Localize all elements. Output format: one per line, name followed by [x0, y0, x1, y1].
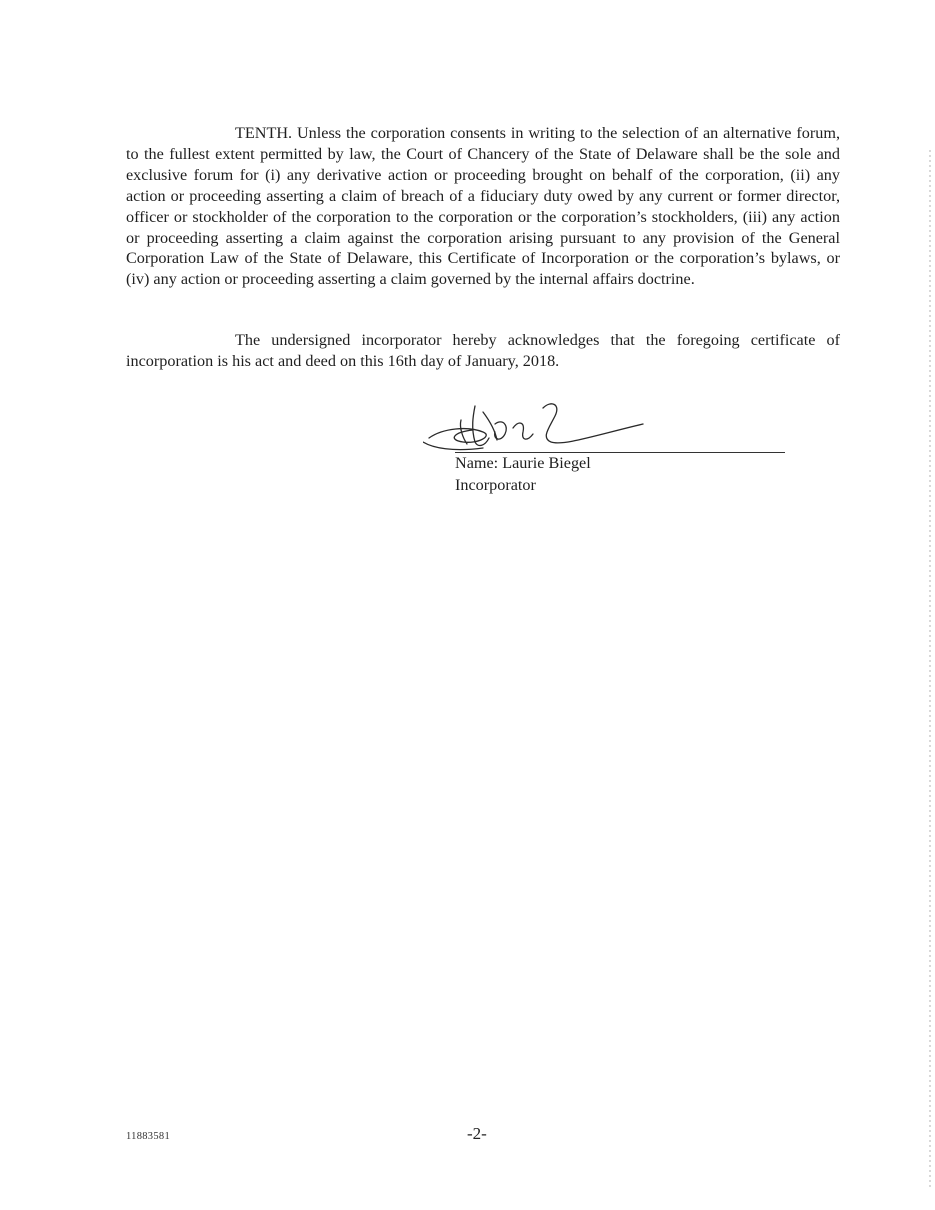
signatory-title: Incorporator [455, 476, 536, 494]
paragraph-tenth [126, 123, 840, 290]
paragraph-acknowledgment [126, 330, 840, 372]
document-id: 11883581 [126, 1131, 171, 1142]
paragraph-acknowledgment-text: The undersigned incorporator hereby acknowledges that the foregoing certificate of incorporation is his act and deed on this 16th day of January, 2018. [126, 331, 840, 370]
page-number: -2- [467, 1124, 487, 1143]
scan-edge-artifact [929, 150, 931, 1190]
signatory-name: Name: Laurie Biegel [455, 454, 591, 472]
signature-block [423, 398, 793, 508]
handwritten-signature [423, 398, 663, 460]
paragraph-tenth-text: TENTH. Unless the corporation consents in writing to the selection of an alternative forum, to the fullest extent permitted by law, the Court of Chancery of the State of Delaware shall be the sole and exclusive forum for (i) any derivative action or proceeding brought on behalf of the corporation, (ii) any action or proceeding asserting a claim of breach of a fiduciary duty owed by any current or former director, officer or stockholder of the corporation to the corporation or the corporation’s stockholders, (iii) any action or proceeding asserting a claim against the corporation arising pursuant to any provision of the General Corporation Law of the State of Delaware, this Certificate of Incorporation or the corporation’s bylaws, or (iv) any action or proceeding asserting a claim governed by the internal affairs doctrine. [126, 124, 840, 289]
